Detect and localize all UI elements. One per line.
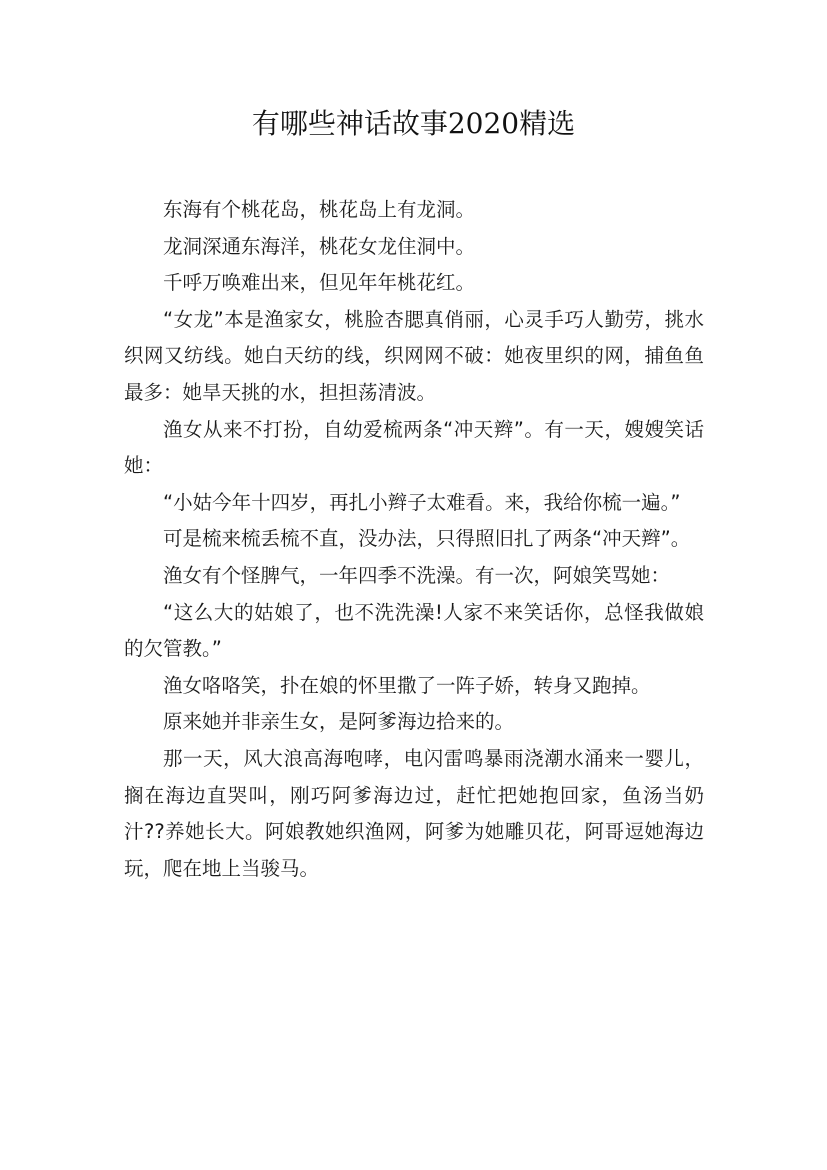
- document-title: 有哪些神话故事2020精选: [251, 107, 576, 140]
- paragraph: 那一天，风大浪高海咆哮，电闪雷鸣暴雨浇潮水涌来一婴儿，搁在海边直哭叫，刚巧阿爹海边过，赶忙把她抱回家，鱼汤当奶汁??养她长大。阿娘教她织渔网，阿爹为她雕贝花，阿哥逗她海边玩，爬在地上当骏马。: [124, 746, 704, 880]
- paragraph: 渔女有个怪脾气，一年四季不洗澡。有一次，阿娘笑骂她：: [163, 563, 671, 587]
- paragraph: 千呼万唤难出来，但见年年桃花红。: [163, 271, 476, 295]
- paragraph: “这么大的姑娘了，也不洗洗澡!人家不来笑话你，总怪我做娘的欠管教。”: [124, 600, 704, 661]
- paragraph: 龙洞深通东海洋，桃花女龙住洞中。: [163, 234, 476, 258]
- paragraph: 渔女咯咯笑，扑在娘的怀里撒了一阵子娇，转身又跑掉。: [163, 673, 651, 697]
- paragraph: 东海有个桃花岛，桃花岛上有龙洞。: [163, 198, 476, 221]
- paragraph: 原来她并非亲生女，是阿爹海边拾来的。: [163, 710, 515, 734]
- document-body: [124, 192, 704, 887]
- paragraph: “女龙”本是渔家女，桃脸杏腮真俏丽，心灵手巧人勤劳，挑水织网又纺线。她白天纺的线，织网网不破：她夜里织的网，捕鱼鱼最多：她旱天挑的水，担担荡清波。: [124, 307, 704, 404]
- paragraph: 渔女从来不打扮，自幼爱梳两条“冲天辫”。有一天，嫂嫂笑话她：: [124, 417, 704, 478]
- paragraph: “小姑今年十四岁，再扎小辫子太难看。来，我给你梳一遍。”: [163, 490, 681, 514]
- paragraph: 可是梳来梳丢梳不直，没办法，只得照旧扎了两条“冲天辫”。: [163, 527, 691, 551]
